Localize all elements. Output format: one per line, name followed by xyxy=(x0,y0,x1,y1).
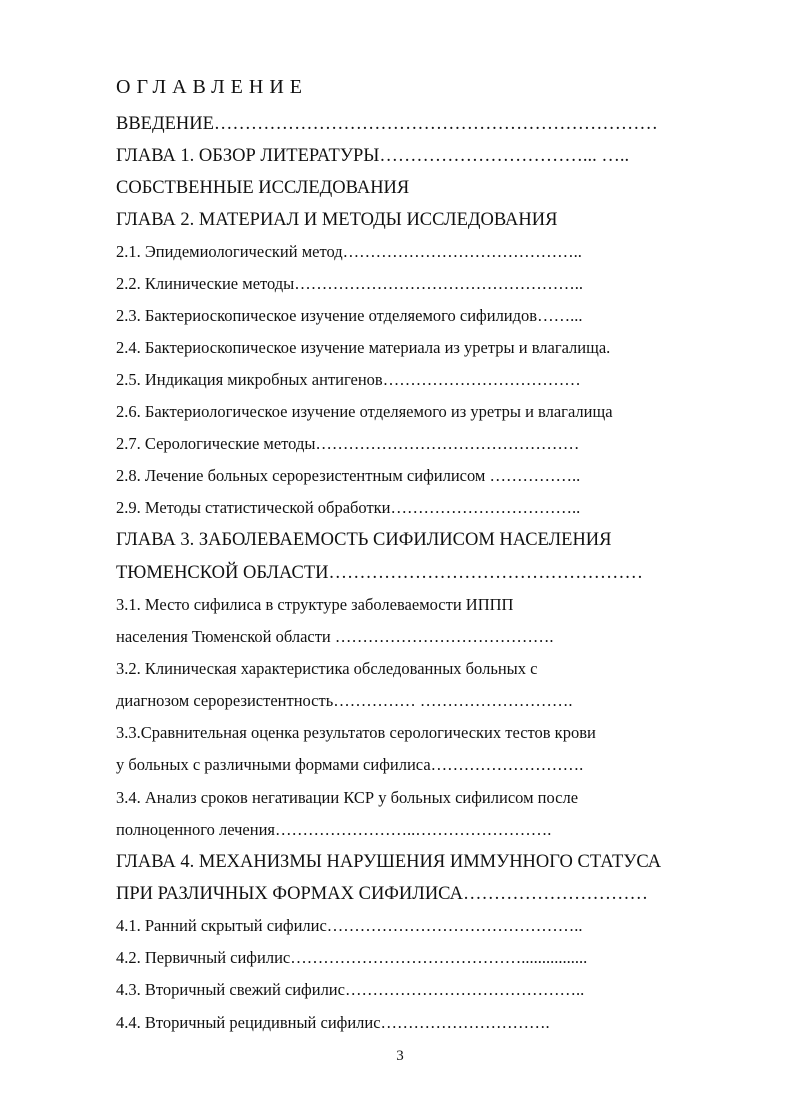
toc-entry-text: ГЛАВА 3. ЗАБОЛЕВАЕМОСТЬ СИФИЛИСОМ НАСЕЛЕНИЯ xyxy=(116,530,612,550)
page-number: 3 xyxy=(396,1048,404,1064)
toc-entry-text: населения Тюменской области …………………………………. xyxy=(116,627,554,646)
toc-entry-text: 2.5. Индикация микробных антигенов……………………………… xyxy=(116,370,581,389)
toc-entry-text: у больных с различными формами сифилиса………………………. xyxy=(116,755,584,774)
toc-entry-text: ПРИ РАЗЛИЧНЫХ ФОРМАХ СИФИЛИСА………………………… xyxy=(116,884,648,904)
toc-entry-text: 2.3. Бактериоскопическое изучение отделяемого сифилидов……... xyxy=(116,306,583,325)
toc-entry-text: 3.4. Анализ сроков негативации КСР у больных сифилисом после xyxy=(116,788,579,807)
toc-entry-text: полноценного лечения……………………..……………………. xyxy=(116,820,552,839)
toc-entry-text: 2.4. Бактериоскопическое изучение материала из уретры и влагалища. xyxy=(116,338,611,357)
toc-entry-text: 2.7. Серологические методы………………………………………… xyxy=(116,434,580,453)
toc-entry-text: 2.6. Бактериологическое изучение отделяемого из уретры и влагалища xyxy=(116,402,613,421)
toc-entry-text: 3.3.Сравнительная оценка результатов серологических тестов крови xyxy=(116,723,596,742)
toc-entry-text: 2.8. Лечение больных серорезистентным сифилисом …………….. xyxy=(116,466,581,485)
toc-entry-text: ГЛАВА 2. МАТЕРИАЛ И МЕТОДЫ ИССЛЕДОВАНИЯ xyxy=(116,210,558,230)
toc-entry-text: ГЛАВА 1. ОБЗОР ЛИТЕРАТУРЫ……………………………... ….. xyxy=(116,146,630,166)
toc-entry-text: 4.2. Первичный сифилис……………………………………................ xyxy=(116,948,588,967)
toc-entry-text: 3.1. Место сифилиса в структуре заболеваемости ИППП xyxy=(116,595,514,614)
toc-entry-text: 2.2. Клинические методы…………………………………………….. xyxy=(116,274,584,293)
toc-entry-text: ВВЕДЕНИЕ……………………………………………………………… xyxy=(116,114,658,134)
toc-entry-text: ТЮМЕНСКОЙ ОБЛАСТИ…………………………………………… xyxy=(116,563,643,583)
toc-entry-text: 3.2. Клиническая характеристика обследованных больных с xyxy=(116,659,538,678)
toc-entry-text: 4.4. Вторичный рецидивный сифилис…………………………. xyxy=(116,1013,550,1032)
toc-entry-text: 4.1. Ранний скрытый сифилис……………………………………….. xyxy=(116,916,583,935)
toc-entry-text: 2.9. Методы статистической обработки…………………………….. xyxy=(116,498,581,517)
toc-title: ОГЛАВЛЕНИЕ xyxy=(116,76,308,98)
toc-entry-text: 4.3. Вторичный свежий сифилис…………………………………….. xyxy=(116,980,585,999)
toc-entry-text: диагнозом серорезистентность…………… ………………………. xyxy=(116,691,573,710)
toc-entry-text: 2.1. Эпидемиологический метод…………………………………….. xyxy=(116,242,582,261)
toc-entry-text: ГЛАВА 4. МЕХАНИЗМЫ НАРУШЕНИЯ ИММУННОГО СТАТУСА xyxy=(116,852,662,872)
toc-entry-text: СОБСТВЕННЫЕ ИССЛЕДОВАНИЯ xyxy=(116,178,410,198)
